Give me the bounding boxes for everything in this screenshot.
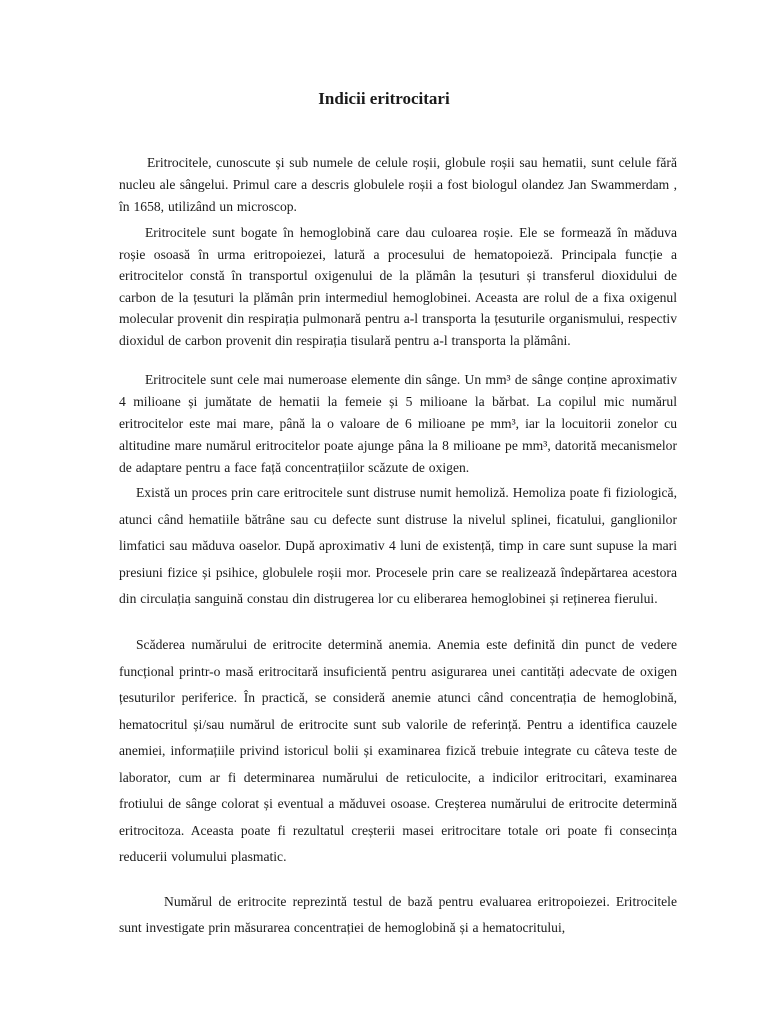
paragraph-anemia: Scăderea numărului de eritrocite determină anemia. Anemia este definită din punct de vedere funcțional printr-o masă eritrocitară insuficientă pentru asigurarea unei cantități adecvate de oxigen țesuturilor periferice. În practică, se consideră anemie atunci când concentrația de hemoglobină, hematocritul și/sau numărul de eritrocite sunt sub valorile de referință. Pentru a identifica cauzele anemiei, informațiile privind istoricul bolii și examinarea fizică trebuie integrate cu câteva teste de laborator, cum ar fi determinarea numărului de reticulocite, a indicilor eritrocitari, examinarea frotiului de sânge colorat și eventual a măduvei osoase. Creșterea numărului de eritrocite determină eritrocitoza. Aceasta poate fi rezultatul creșterii masei eritrocitare totale ori poate fi consecința reducerii volumului plasmatic. <box>119 637 677 864</box>
paragraph-erythrocyte-number: Numărul de eritrocite reprezintă testul de bază pentru evaluarea eritropoiezei. Eritrocitele sunt investigate prin măsurarea concentrației de hemoglobină și a hematocritului, <box>119 894 677 935</box>
paragraph-hemoglobin: Eritrocitele sunt bogate în hemoglobină care dau culoarea roșie. Ele se formează în măduva roșie osoasă în urma eritropoiezei, latură a procesului de hematopoieză. Principala funcție a eritrocitelor constă în transportul oxigenului de la plămân la țesuturi și transferul dioxidului de carbon de la țesuturi la plămân prin intermediul hemoglobinei. Aceasta are rolul de a fixa oxigenul molecular provenit din respirația pulmonară pentru a-l transporta la țesuturile organismului, respectiv dioxidul de carbon provenit din respirația tisulară pentru a-l transporta la plămâni. <box>119 225 677 348</box>
document-title: Indicii eritrocitari <box>318 89 450 108</box>
paragraph-hemolysis: Există un proces prin care eritrocitele sunt distruse numit hemoliză. Hemoliza poate fi fiziologică, atunci când hematiile bătrâne sau cu defecte sunt distruse la nivelul splinei, ficatului, ganglionilor limfatici sau măduva oaselor. După aproximativ 4 luni de existență, timp in care sunt supuse la mari presiuni fizice și psihice, globulele roșii mor. Procesele prin care se realizează îndepărtarea acestora din circulația sanguină constau din distrugerea lor cu eliberarea hemoglobinei și reținerea fierului. <box>119 485 677 606</box>
paragraph-intro: Eritrocitele, cunoscute și sub numele de celule roșii, globule roșii sau hematii, sunt celule fără nucleu ale sângelui. Primul care a descris globulele roșii a fost biologul olandez Jan Swammerdam , în 1658, utilizând un microscop. <box>119 155 677 214</box>
paragraph-count: Eritrocitele sunt cele mai numeroase elemente din sânge. Un mm³ de sânge conține aproximativ 4 milioane și jumătate de hematii la femeie și 5 milioane la bărbat. La copilul mic numărul eritrocitelor este mai mare, până la o valoare de 6 milioane pe mm³, iar la locuitorii zonelor cu altitudine mare numărul eritrocitelor poate ajunge pâna la 8 milioane pe mm³, datorită mecanismelor de adaptare pentru a face față concentrațiilor scăzute de oxigen. <box>119 372 677 475</box>
